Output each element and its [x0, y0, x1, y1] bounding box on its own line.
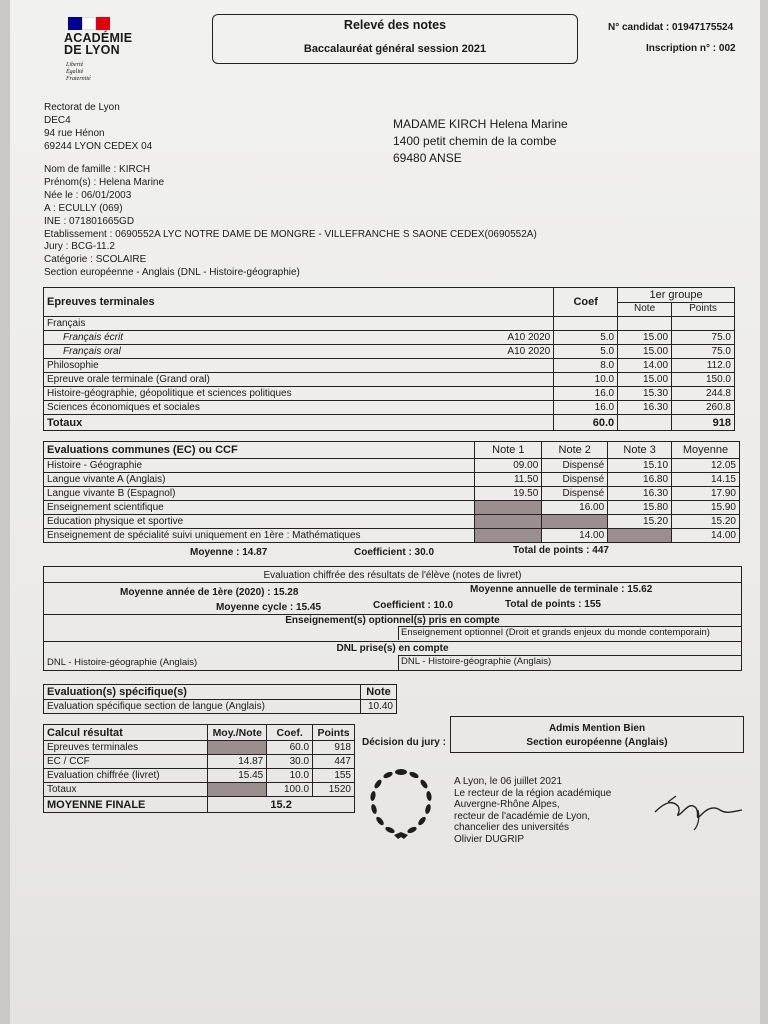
specifique-note-header: Note	[361, 685, 397, 700]
calcul-table: Calcul résultat Moy./Note Coef. Points Epreuves terminales 60.0 918 EC / CCF 14.87 30.0 447 Evaluation chiffrée (livret) 15.45 10.0 155 Totaux 100.0 1520 MOYENNE FINALE 15.2	[43, 724, 355, 813]
table-row: Enseignement scientifique 16.00 15.80 15.90	[44, 501, 740, 515]
dnl-right: DNL - Histoire-géographie (Anglais)	[401, 656, 552, 667]
academy-logo: ACADÉMIE DE LYON	[64, 31, 133, 57]
table-row: Epreuves terminales 60.0 918	[44, 741, 355, 755]
optional-title: Enseignement(s) optionnel(s) pris en compte	[285, 615, 500, 626]
document-title: Relevé des notes	[343, 18, 447, 32]
table-row: Evaluation spécifique section de langue (Anglais) 10.40	[44, 700, 397, 714]
epreuves-header: Epreuves terminales	[44, 288, 554, 317]
ec-coefficient: Coefficient : 30.0	[354, 547, 435, 558]
dnl-title: DNL prise(s) en compte	[336, 643, 449, 654]
totals-row: Totaux 60.0 918	[44, 415, 735, 431]
document-title-box	[212, 14, 578, 64]
epreuves-table	[43, 287, 735, 431]
specifique-table	[43, 684, 397, 714]
table-row: Langue vivante A (Anglais) 11.50 Dispensé 16.80 14.15	[44, 473, 740, 487]
coef-header: Coef	[554, 288, 618, 317]
republic-flag-icon	[68, 17, 110, 30]
table-row: Langue vivante B (Espagnol) 19.50 Dispensé 16.30 17.90	[44, 487, 740, 501]
table-row: Evaluation chiffrée (livret) 15.45 10.0 155	[44, 769, 355, 783]
candidate-info: Nom de famille : KIRCH Prénom(s) : Helena Marine Née le : 06/01/2003 A : ECULLY (069) INE : 071801665GD Etablissement : 0690552A LYC NOTRE DAME DE MONGRE - VILLEFRANCHE S SAONE CEDEX(0690552A) Jury : BCG-11.2 Catégorie : SCOLAIRE Section européenne - Anglais (DNL - Histoire-géographie)	[44, 164, 537, 279]
table-row: Enseignement de spécialité suivi uniquement en 1ère : Mathématiques 14.00 14.00	[44, 529, 740, 543]
table-row: Français	[44, 317, 735, 331]
table-row: Education physique et sportive 15.20 15.20	[44, 515, 740, 529]
candidate-number: N° candidat : 01947175524	[608, 22, 734, 33]
recipient-address: MADAME KIRCH Helena Marine 1400 petit chemin de la combe 69480 ANSE	[393, 117, 568, 165]
points-header: Points	[672, 302, 735, 317]
table-row: Epreuve orale terminale (Grand oral) 10.0 15.00 150.0	[44, 373, 735, 387]
document-sheet	[10, 0, 760, 1024]
handwritten-signature-icon	[650, 792, 750, 832]
table-row: Français oral A10 2020 5.0 15.00 75.0	[44, 345, 735, 359]
signature-block: A Lyon, le 06 juillet 2021 Le recteur de la région académique Auvergne-Rhône Alpes, recteur de l'académie de Lyon, chancelier des universités Olivier DUGRIP	[454, 776, 612, 845]
ec-moyenne: Moyenne : 14.87	[190, 547, 268, 558]
table-row: EC / CCF 14.87 30.0 447	[44, 755, 355, 769]
republic-motto: Liberté Égalité Fraternité	[66, 62, 91, 82]
jury-label: Décision du jury :	[362, 737, 446, 748]
inscription-number: Inscription n° : 002	[646, 43, 736, 54]
jury-decision-box: Admis Mention Bien Section européenne (Anglais)	[450, 716, 744, 753]
table-row: Philosophie 8.0 14.00 112.0	[44, 359, 735, 373]
ec-ccf-table: Evaluations communes (EC) ou CCF Note 1 Note 2 Note 3 Moyenne Histoire - Géographie 09.00 Dispensé 15.10 12.05 Langue vivante A (Anglais) 11.50 Dispensé 16.80 14.15 Langue vivante B (Espagnol) 19.50 Dispensé 16.30 17.90 Enseignement scientifique 16.00 15.80 15.90 Education physique et sportive 15.20 15.20 Enseignement de spécialité suivi uniquement en 1ère : Mathématiques 14.00 14.00	[43, 441, 740, 543]
group-header: 1er groupe	[618, 288, 735, 303]
sender-address: Rectorat de Lyon DEC4 94 rue Hénon 69244 LYON CEDEX 04	[44, 102, 153, 152]
livret-moy-cycle: Moyenne cycle : 15.45	[216, 602, 322, 613]
calcul-header: Calcul résultat	[44, 725, 208, 741]
ec-header: Evaluations communes (EC) ou CCF	[44, 442, 475, 459]
livret-total-points: Total de points : 155	[505, 599, 601, 610]
table-row: Sciences économiques et sociales 16.0 16.30 260.8	[44, 401, 735, 415]
table-row: Français écrit A10 2020 5.0 15.00 75.0	[44, 331, 735, 345]
dnl-left: DNL - Histoire-géographie (Anglais)	[47, 657, 198, 668]
laurel-seal-icon	[366, 762, 436, 842]
specifique-header: Evaluation(s) spécifique(s)	[44, 685, 361, 700]
note-header: Note	[618, 302, 672, 317]
table-row: Totaux 100.0 1520	[44, 783, 355, 797]
livret-title: Evaluation chiffrée des résultats de l'élève (notes de livret)	[263, 570, 522, 581]
ec-total-points: Total de points : 447	[513, 545, 609, 556]
document-subtitle: Baccalauréat général session 2021	[303, 43, 487, 55]
livret-box	[43, 566, 742, 671]
livret-coefficient: Coefficient : 10.0	[373, 600, 454, 611]
table-row: Histoire-géographie, géopolitique et sciences politiques 16.0 15.30 244.8	[44, 387, 735, 401]
final-average-row: MOYENNE FINALE 15.2	[44, 797, 355, 813]
livret-moy-1ere: Moyenne année de 1ère (2020) : 15.28	[120, 587, 299, 598]
table-row: Histoire - Géographie 09.00 Dispensé 15.10 12.05	[44, 459, 740, 473]
livret-moy-term: Moyenne annuelle de terminale : 15.62	[470, 584, 653, 595]
optional-value: Enseignement optionnel (Droit et grands enjeux du monde contemporain)	[401, 627, 710, 638]
